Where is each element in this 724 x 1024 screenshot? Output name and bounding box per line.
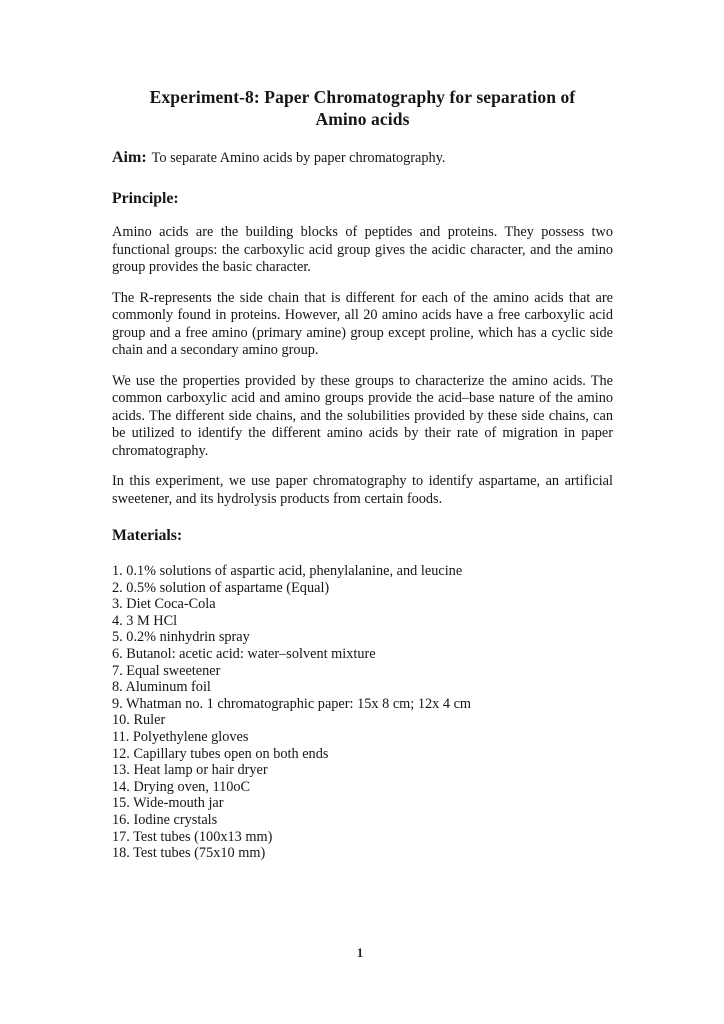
- material-item: 10. Ruler: [112, 712, 166, 729]
- material-item: 13. Heat lamp or hair dryer: [112, 762, 268, 779]
- document-title-line1: Experiment-8: Paper Chromatography for separation of: [149, 87, 576, 107]
- principle-paragraph: The R-represents the side chain that is different for each of the amino acids that are commonly found in proteins. However, all 20 amino acids have a free carboxylic acid group and a free amino (primary amine) group except proline, which has a cyclic side chain and a secondary amino group.: [112, 289, 613, 358]
- principle-heading: Principle:: [112, 190, 179, 207]
- material-item: 3. Diet Coca-Cola: [112, 596, 216, 613]
- page-number: 1: [356, 946, 364, 960]
- material-item: 17. Test tubes (100x13 mm): [112, 828, 273, 845]
- aim-label: Aim:: [112, 149, 147, 166]
- document-title: [112, 0, 613, 130]
- principle-paragraph: Amino acids are the building blocks of peptides and proteins. They possess two functional groups: the carboxylic acid group gives the acidic character, and the amino group provides the basic character.: [112, 224, 613, 275]
- materials-heading: Materials:: [112, 527, 183, 544]
- principle-paragraphs: [112, 224, 613, 508]
- principle-paragraph: We use the properties provided by these groups to characterize the amino acids. The common carboxylic acid and amino groups provide the acid–base nature of the amino acids. The different side chains, and the solubilities provided by these side chains, can be utilized to identify the different amino acids by their rate of migration in paper chromatography.: [112, 372, 613, 459]
- material-item: 12. Capillary tubes open on both ends: [112, 745, 329, 762]
- material-item: 11. Polyethylene gloves: [112, 728, 249, 745]
- material-item: 7. Equal sweetener: [112, 662, 221, 679]
- aim-text: To separate Amino acids by paper chromatography.: [151, 150, 446, 166]
- material-item: 9. Whatman no. 1 chromatographic paper: 15x 8 cm; 12x 4 cm: [112, 695, 472, 712]
- document-content: [112, 0, 613, 862]
- principle-paragraph: In this experiment, we use paper chromatography to identify aspartame, an artificial sweetener, and its hydrolysis products from certain foods.: [112, 473, 613, 507]
- material-item: 6. Butanol: acetic acid: water–solvent mixture: [112, 645, 376, 662]
- material-item: 8. Aluminum foil: [112, 679, 211, 696]
- material-item: 14. Drying oven, 110oC: [112, 778, 251, 795]
- material-item: 18. Test tubes (75x10 mm): [112, 845, 266, 862]
- material-item: 16. Iodine crystals: [112, 811, 218, 828]
- aim-line: [112, 149, 613, 167]
- document-title-line2: Amino acids: [315, 109, 410, 129]
- material-item: 1. 0.1% solutions of aspartic acid, phenylalanine, and leucine: [112, 563, 463, 579]
- material-item: 5. 0.2% ninhydrin spray: [112, 629, 250, 646]
- material-item: 4. 3 M HCl: [112, 612, 178, 629]
- material-item: 15. Wide-mouth jar: [112, 795, 224, 812]
- materials-list: [112, 563, 613, 862]
- material-item: 2. 0.5% solution of aspartame (Equal): [112, 579, 330, 596]
